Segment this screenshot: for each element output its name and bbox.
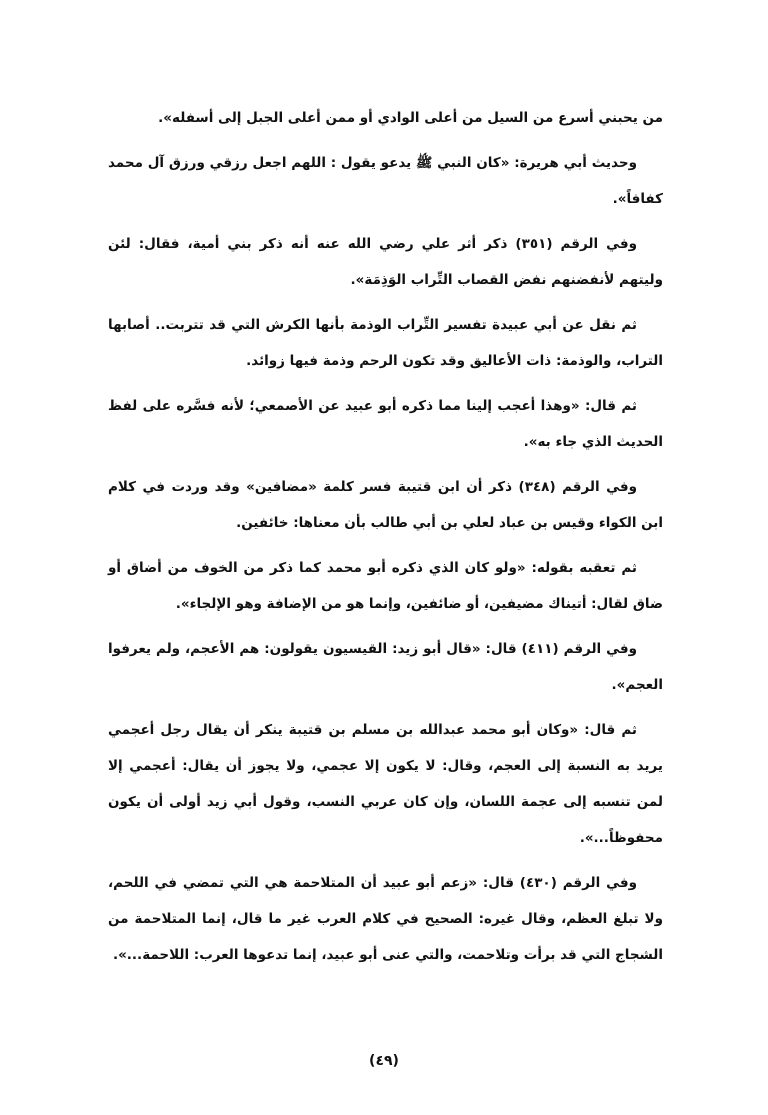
- paragraph-6: وفي الرقم (٣٤٨) ذكر أن ابن قتيبة فسر كلمة «مضافين» وقد وردت في كلام ابن الكواء وقيس بن عباد لعلي بن أبي طالب بأن معناها: خائفين.: [108, 479, 663, 531]
- paragraph-5: ثم قال: «وهذا أعجب إلينا مما ذكره أبو عبيد عن الأصمعي؛ لأنه فسَّره على لفظ الحديث الذي جاء به».: [108, 398, 663, 450]
- paragraph-1: من يحبني أسرع من السيل من أعلى الوادي أو ممن أعلى الجبل إلى أسفله».: [158, 110, 663, 126]
- paragraph-4: ثم نقل عن أبي عبيدة تفسير التِّراب الوذمة بأنها الكرش التي قد تتربت.. أصابها التراب، والوذمة: ذات الأعاليق وقد تكون الرحم وذمة فيها زوائد.: [108, 317, 663, 369]
- paragraph-8: وفي الرقم (٤١١) قال: «قال أبو زيد: القيسيون يقولون: هم الأعجم، ولم يعرفوا العجم».: [108, 641, 663, 693]
- paragraph-9: ثم قال: «وكان أبو محمد عبدالله بن مسلم بن قتيبة ينكر أن يقال رجل أعجمي يريد به النسبة إلى العجم، وقال: لا يكون إلا عجمي، ولا يجوز أن يقال: أعجمي إلا لمن تنسبه إلى عجمة اللسان، وإن كان عربي النسب، وقول أبي زيد أولى أن يكون محفوظاً...».: [108, 722, 663, 846]
- paragraph-10: وفي الرقم (٤٣٠) قال: «زعم أبو عبيد أن المتلاحمة هي التي تمضي في اللحم، ولا تبلغ العظم، وقال غيره: الصحيح في كلام العرب غير ما قال، إنما المتلاحمة من الشجاج التي قد برأت وتلاحمت، والتي عنى أبو عبيد، إنما تدعوها العرب: اللاحمة...».: [108, 875, 663, 963]
- paragraph-3: وفي الرقم (٣٥١) ذكر أثر علي رضي الله عنه أنه ذكر بني أمية، فقال: لئن وليتهم لأنفضنهم نفض القصاب التِّراب الوَذِمَة».: [108, 236, 663, 288]
- paragraph-2: وحديث أبي هريرة: «كان النبي ﷺ يدعو يقول : اللهم اجعل رزقي ورزق آل محمد كفافاً».: [108, 155, 663, 207]
- document-body: [108, 100, 663, 982]
- paragraph-7: ثم تعقبه بقوله: «ولو كان الذي ذكره أبو محمد كما ذكر من الخوف من أضاق أو ضاق لقال: أتيناك مضيفين، أو ضائفين، وإنما هو من الإضافة وهو الإلجاء».: [108, 560, 663, 612]
- page-number: (٤٩): [369, 1053, 399, 1069]
